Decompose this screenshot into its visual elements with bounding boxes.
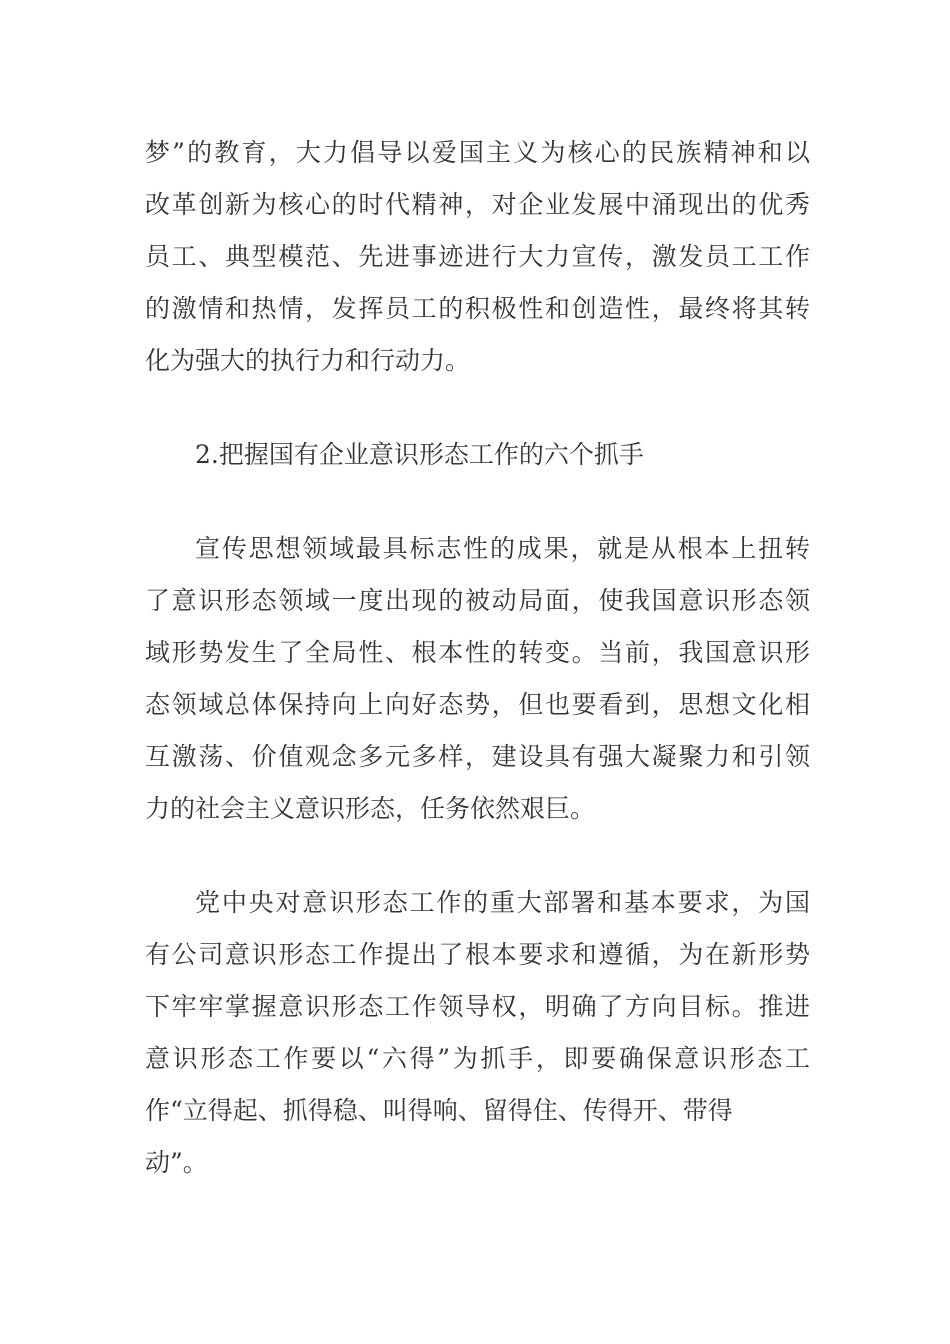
text-line: 作“立得起、抓得稳、叫得响、留得住、传得开、带得 [145, 1096, 733, 1125]
text-line: 动”。 [145, 1148, 208, 1177]
text-line: 意识形态工作要以“六得”为抓手，即要确保意识形态工 [145, 1044, 810, 1073]
text-line: 梦”的教育，大力倡导以爱国主义为核心的民族精神和以 [145, 138, 810, 167]
paragraph-six-grips [145, 877, 810, 1189]
section-heading-text: 2.把握国有企业意识形态工作的六个抓手 [195, 440, 644, 469]
text-line: 宣传思想领域最具标志性的成果，就是从根本上扭转 [195, 534, 810, 563]
text-line: 改革创新为核心的时代精神，对企业发展中涌现出的优秀 [145, 190, 810, 219]
text-line: 域形势发生了全局性、根本性的转变。当前，我国意识形 [145, 638, 810, 667]
text-line: 化为强大的执行力和行动力。 [145, 346, 471, 375]
text-line: 的激情和热情，发挥员工的积极性和创造性，最终将其转 [145, 294, 810, 323]
text-line: 下牢牢掌握意识形态工作领导权，明确了方向目标。推进 [145, 992, 810, 1021]
text-line: 力的社会主义意识形态，任务依然艰巨。 [145, 794, 596, 823]
text-line: 态领域总体保持向上向好态势，但也要看到，思想文化相 [145, 690, 810, 719]
text-line: 了意识形态领域一度出现的被动局面，使我国意识形态领 [145, 586, 810, 615]
text-line: 员工、典型模范、先进事迹进行大力宣传，激发员工工作 [145, 242, 810, 271]
section-heading [145, 429, 810, 481]
paragraph-education-spirit [145, 127, 810, 387]
paragraph-ideology-achievement [145, 523, 810, 835]
text-line: 党中央对意识形态工作的重大部署和基本要求，为国 [195, 888, 810, 917]
text-line: 有公司意识形态工作提出了根本要求和遵循，为在新形势 [145, 940, 810, 969]
document-body [145, 127, 810, 1231]
text-line: 互激荡、价值观念多元多样，建设具有强大凝聚力和引领 [145, 742, 810, 771]
